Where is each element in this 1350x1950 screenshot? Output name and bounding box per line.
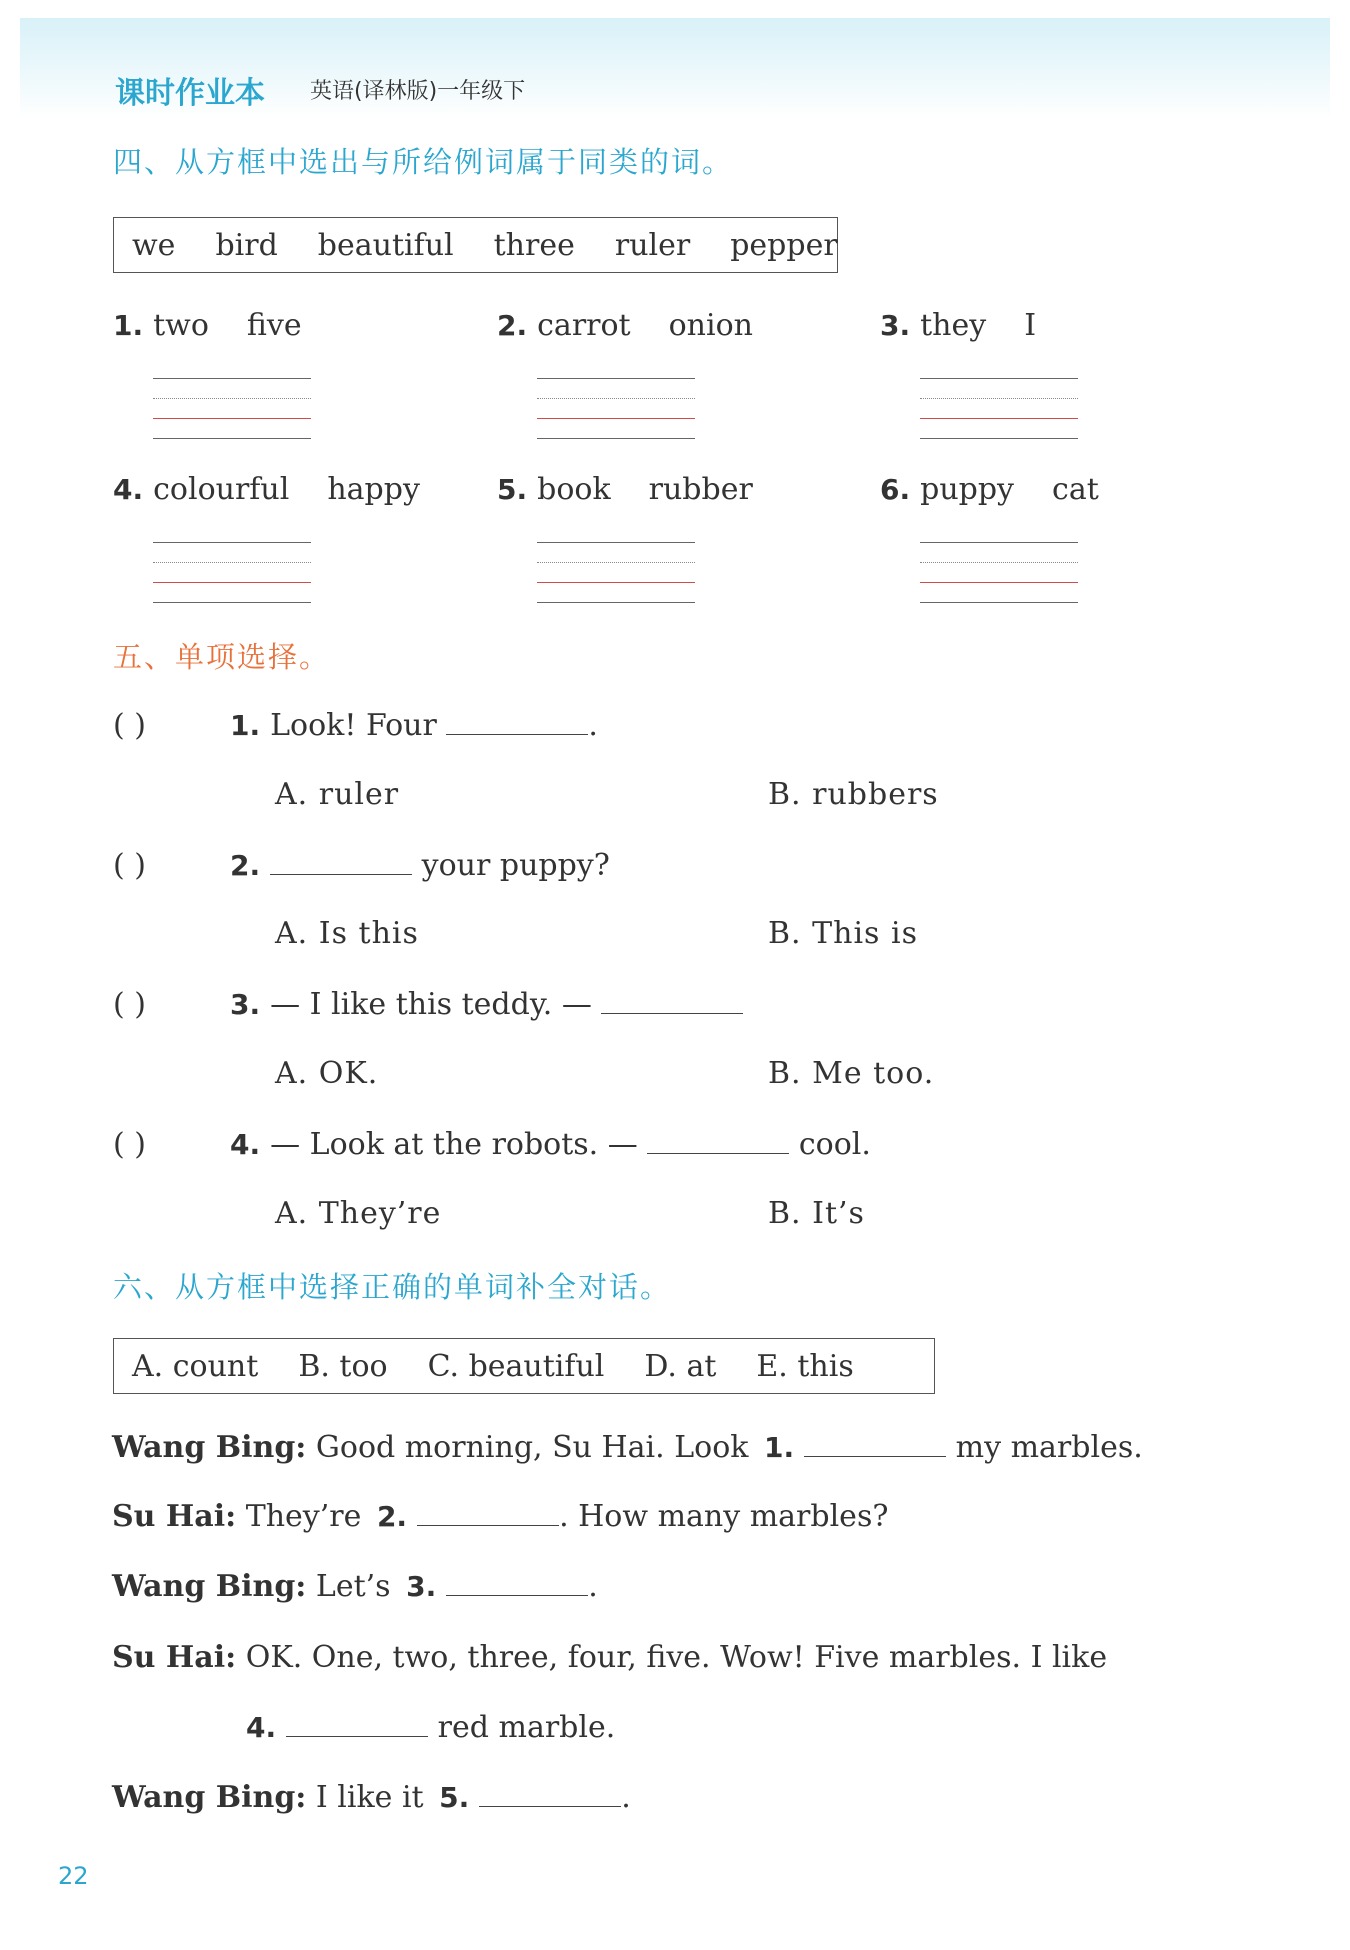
section5-title: 五、单项选择。 [113, 640, 331, 674]
question-number: 6. [880, 473, 911, 506]
writing-lines[interactable] [537, 542, 695, 604]
speaker: Wang Bing: [112, 1430, 307, 1465]
answer-paren[interactable]: ( ) [113, 708, 146, 743]
answer-paren[interactable]: ( ) [113, 1127, 146, 1162]
question-number: 3. [230, 988, 261, 1021]
example-word: rubber [648, 472, 753, 507]
box-option: A. count [132, 1348, 259, 1384]
question-number: 1. [113, 309, 144, 342]
option-a[interactable]: A. They’re [275, 1196, 442, 1231]
box-word: ruler [614, 227, 691, 263]
book-title: 课时作业本 [115, 76, 265, 111]
section6-title: 六、从方框中选择正确的单词补全对话。 [113, 1270, 672, 1304]
dialogue-text: OK. One, two, three, four, five. Wow! Five marbles. I like [236, 1640, 1108, 1675]
example-word: two [153, 308, 209, 343]
example-word: colourful [153, 472, 290, 507]
example-word: I [1024, 308, 1037, 343]
question-text: . [588, 708, 598, 743]
box-word: we [132, 227, 176, 263]
question-number: 2. [230, 849, 261, 882]
speaker: Su Hai: [112, 1640, 237, 1675]
box-option: D. at [644, 1348, 717, 1384]
example-word: they [920, 308, 987, 343]
dialogue-line-6 [112, 1780, 631, 1815]
answer-blank[interactable] [446, 1571, 588, 1596]
option-b[interactable]: B. It’s [768, 1196, 865, 1231]
answer-paren[interactable]: ( ) [113, 848, 146, 883]
dialogue-text: . How many marbles? [559, 1499, 889, 1534]
example-word: carrot [537, 308, 631, 343]
dialogue-text: They’re [236, 1499, 371, 1534]
writing-lines[interactable] [153, 378, 311, 440]
box-option: C. beautiful [427, 1348, 605, 1384]
option-a[interactable]: A. ruler [275, 777, 400, 812]
dialogue-line-2 [112, 1499, 888, 1534]
blank-number: 1. [764, 1431, 795, 1464]
classify-question-1 [113, 308, 302, 343]
box-word: pepper [730, 227, 838, 263]
example-word: puppy [920, 472, 1015, 507]
dialogue-text: my marbles. [946, 1430, 1143, 1465]
speaker: Wang Bing: [112, 1569, 307, 1604]
question-text: your puppy? [412, 848, 610, 883]
mc-question-4 [230, 1127, 871, 1162]
question-number: 4. [230, 1128, 261, 1161]
blank-number: 3. [406, 1570, 437, 1603]
option-a[interactable]: A. Is this [275, 916, 419, 951]
classify-question-3 [880, 308, 1036, 343]
question-text: — Look at the robots. — [270, 1127, 648, 1162]
answer-paren[interactable]: ( ) [113, 987, 146, 1022]
question-number: 3. [880, 309, 911, 342]
book-subtitle: 英语(译林版)一年级下 [310, 79, 526, 104]
box-word: bird [215, 227, 278, 263]
classify-question-5 [497, 472, 753, 507]
writing-lines[interactable] [920, 542, 1078, 604]
section6-option-box [113, 1338, 935, 1394]
answer-blank[interactable] [647, 1129, 789, 1154]
answer-blank[interactable] [417, 1501, 559, 1526]
question-number: 2. [497, 309, 528, 342]
option-b[interactable]: B. rubbers [768, 777, 939, 812]
classify-question-2 [497, 308, 753, 343]
classify-question-4 [113, 472, 420, 507]
example-word: five [246, 308, 302, 343]
dialogue-text: red marble. [428, 1710, 616, 1745]
writing-lines[interactable] [920, 378, 1078, 440]
blank-number: 4. [246, 1711, 277, 1744]
dialogue-line-4 [112, 1640, 1107, 1675]
box-word: three [493, 227, 575, 263]
example-word: happy [327, 472, 420, 507]
option-a[interactable]: A. OK. [275, 1056, 379, 1091]
example-word: cat [1052, 472, 1099, 507]
question-text: Look! Four [270, 708, 447, 743]
answer-blank[interactable] [804, 1432, 946, 1457]
question-number: 1. [230, 709, 261, 742]
dialogue-text: I like it [306, 1780, 434, 1815]
classify-question-6 [880, 472, 1099, 507]
example-word: onion [668, 308, 753, 343]
dialogue-line-3 [112, 1569, 598, 1604]
blank-number: 2. [376, 1500, 408, 1533]
mc-question-2 [230, 848, 610, 883]
dialogue-line-1 [112, 1430, 1143, 1465]
answer-blank[interactable] [479, 1782, 621, 1807]
blank-number: 5. [439, 1781, 470, 1814]
question-number: 5. [497, 473, 528, 506]
writing-lines[interactable] [153, 542, 311, 604]
question-number: 4. [113, 473, 144, 506]
box-option: E. this [756, 1348, 854, 1384]
answer-blank[interactable] [601, 989, 743, 1014]
box-option: B. too [298, 1348, 388, 1384]
question-text: cool. [789, 1127, 871, 1162]
answer-blank[interactable] [286, 1712, 428, 1737]
option-b[interactable]: B. Me too. [768, 1056, 935, 1091]
speaker: Wang Bing: [112, 1780, 307, 1815]
box-word: beautiful [317, 227, 454, 263]
answer-blank[interactable] [270, 850, 412, 875]
dialogue-line-5 [240, 1710, 615, 1745]
question-text: — I like this teddy. — [270, 987, 602, 1022]
writing-lines[interactable] [537, 378, 695, 440]
dialogue-text: Let’s [306, 1569, 401, 1604]
answer-blank[interactable] [446, 710, 588, 735]
mc-question-1 [230, 708, 598, 743]
example-word: book [537, 472, 611, 507]
mc-question-3 [230, 987, 743, 1022]
section4-title: 四、从方框中选出与所给例词属于同类的词。 [113, 145, 734, 179]
dialogue-text: Good morning, Su Hai. Look [306, 1430, 758, 1465]
dialogue-text: . [588, 1569, 598, 1604]
option-b[interactable]: B. This is [768, 916, 918, 951]
page-number: 22 [58, 1862, 89, 1890]
speaker: Su Hai: [112, 1499, 237, 1534]
dialogue-text: . [621, 1780, 631, 1815]
section4-word-box [113, 217, 838, 273]
